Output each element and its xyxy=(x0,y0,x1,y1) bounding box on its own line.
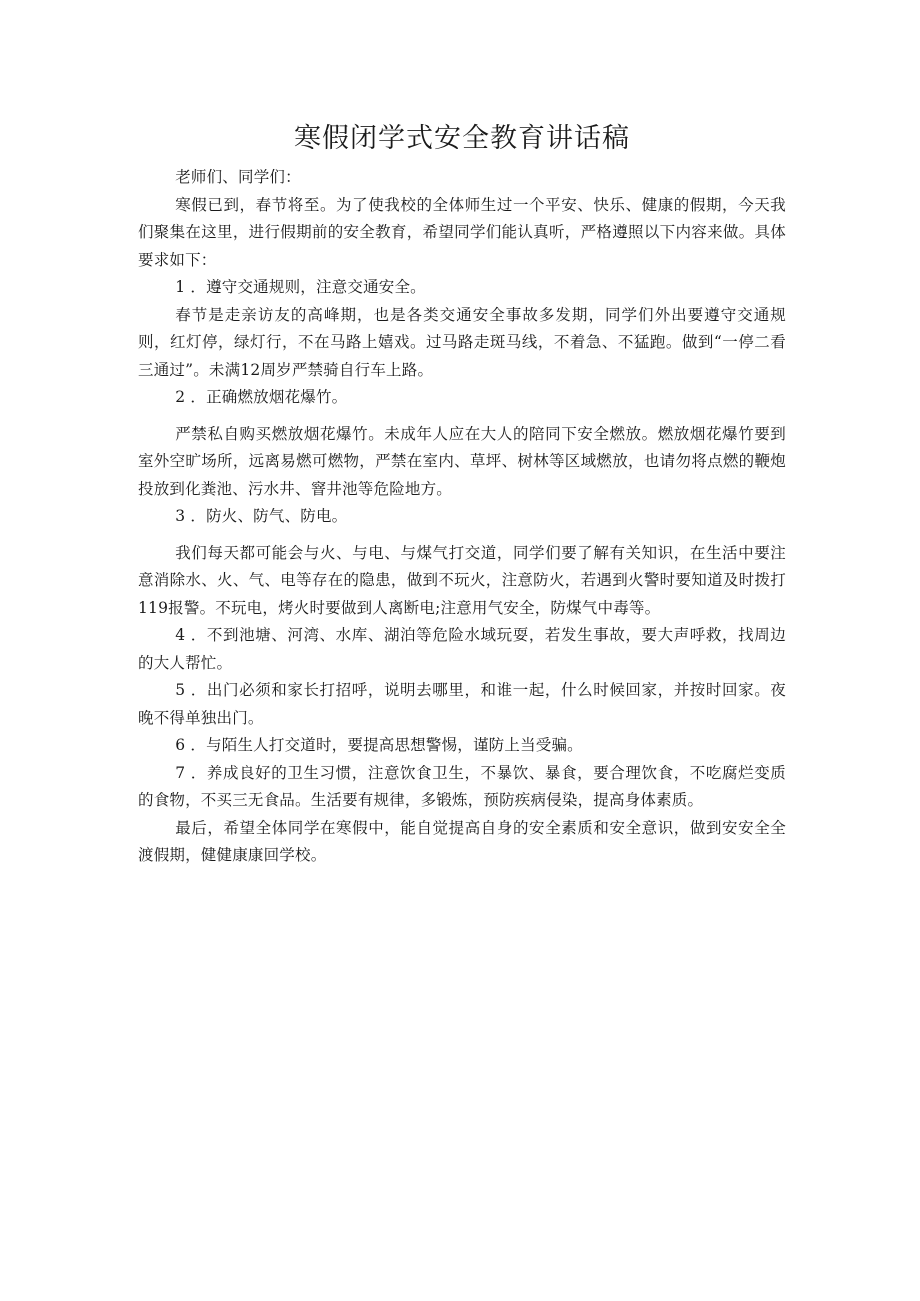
item-7: 7 ．养成良好的卫生习惯，注意饮食卫生，不暴饮、暴食，要合理饮食，不吃腐烂变质的食物，不买三无食品。生活要有规律，多锻炼，预防疾病侵染，提高身体素质。 xyxy=(138,763,786,809)
greeting: 老师们、同学们： xyxy=(175,168,301,186)
item-1-heading: 1 ．遵守交通规则，注意交通安全。 xyxy=(175,278,426,296)
document-title: 寒假闭学式安全教育讲话稿 xyxy=(294,123,630,154)
item-3-body: 我们每天都可能会与火、与电、与煤气打交道，同学们要了解有关知识，在生活中要注意消除水、火、气、电等存在的隐患，做到不玩火，注意防火，若遇到火警时要知道及时拨打119报警。不玩电，烤火时要做到人离断电;注意用气安全，防煤气中毒等。 xyxy=(138,543,786,617)
document-page xyxy=(138,118,786,870)
closing-paragraph: 最后，希望全体同学在寒假中，能自觉提高自身的安全素质和安全意识，做到安安全全渡假期，健健康康回学校。 xyxy=(138,818,786,864)
item-3-heading: 3 ．防火、防气、防电。 xyxy=(175,507,348,525)
item-2-heading: 2 ．正确燃放烟花爆竹。 xyxy=(175,388,348,406)
item-4: 4 ．不到池塘、河湾、水库、湖泊等危险水域玩耍，若发生事故，要大声呼救，找周边的大人帮忙。 xyxy=(138,626,786,672)
item-1-body: 春节是走亲访友的高峰期，也是各类交通安全事故多发期，同学们外出要遵守交通规则，红灯停，绿灯行，不在马路上嬉戏。过马路走斑马线，不着急、不猛跑。做到“一停二看三通过”。未满12周岁严禁骑自行车上路。 xyxy=(138,305,786,379)
item-6: 6 ．与陌生人打交道时，要提高思想警惕，谨防上当受骗。 xyxy=(175,736,583,754)
item-2-body: 严禁私自购买燃放烟花爆竹。未成年人应在大人的陪同下安全燃放。燃放烟花爆竹要到室外空旷场所，远离易燃可燃物，严禁在室内、草坪、树林等区域燃放，也请勿将点燃的鞭炮投放到化粪池、污水井、窨井池等危险地方。 xyxy=(138,424,786,498)
item-5: 5 ．出门必须和家长打招呼，说明去哪里，和谁一起，什么时候回家，并按时回家。夜晚不得单独出门。 xyxy=(138,681,786,727)
intro-paragraph: 寒假已到，春节将至。为了使我校的全体师生过一个平安、快乐、健康的假期，今天我们聚集在这里，进行假期前的安全教育，希望同学们能认真听，严格遵照以下内容来做。具体要求如下： xyxy=(138,195,786,269)
